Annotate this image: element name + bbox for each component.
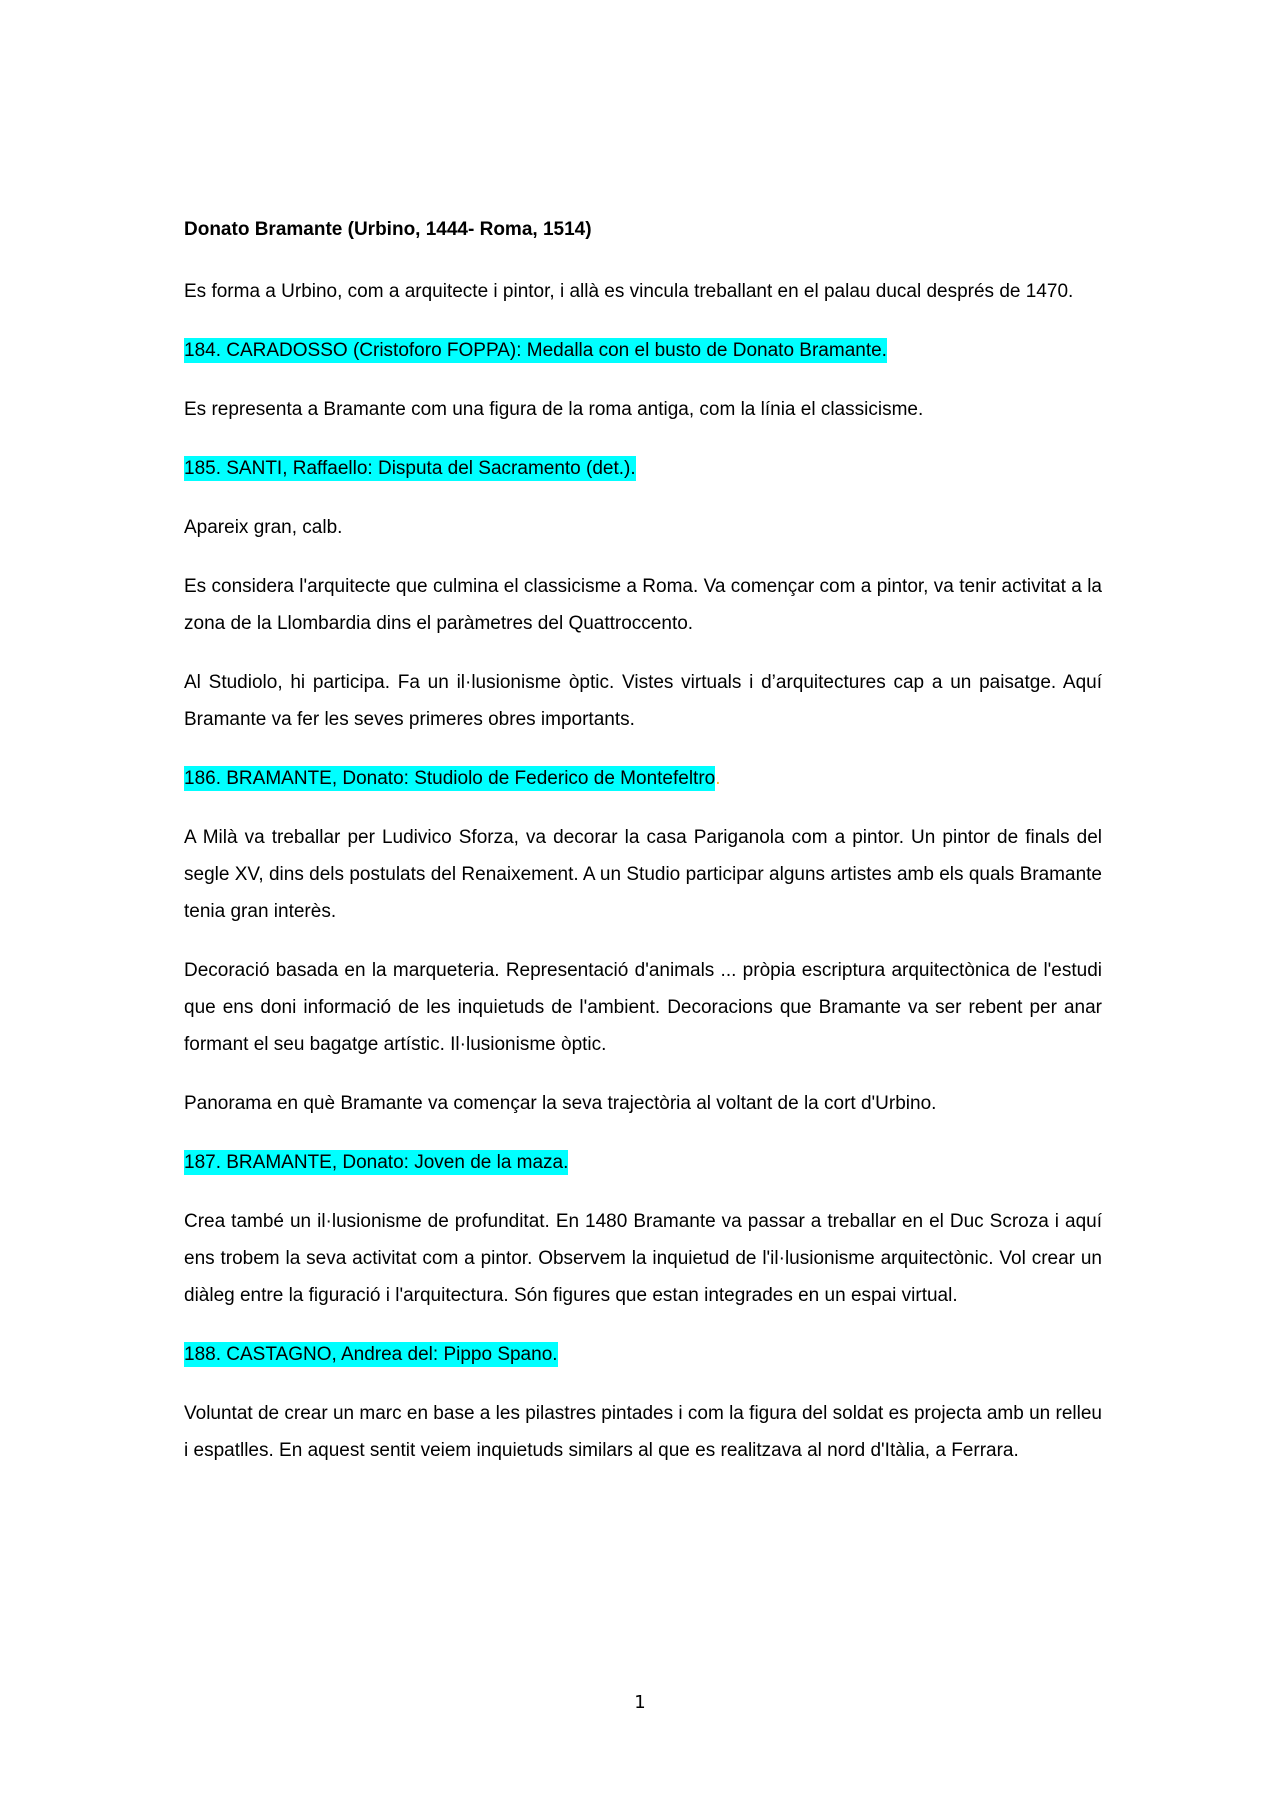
figure-caption-184 [184, 332, 1102, 369]
paragraph: Es representa a Bramante com una figura de la roma antiga, com la línia el classicisme. [184, 399, 924, 420]
paragraph: Es considera l'arquitecte que culmina el classicisme a Roma. Va començar com a pintor, va tenir activitat a la zona de la Llombardia dins el paràmetres del Quattroccento. [184, 576, 1102, 634]
figure-caption-188 [184, 1336, 1102, 1373]
caption-trailing-period: . [715, 768, 721, 789]
highlighted-caption-text: 188. CASTAGNO, Andrea del: Pippo Spano. [184, 1344, 558, 1365]
highlighted-caption-text: 185. SANTI, Raffaello: Disputa del Sacramento (det.). [184, 458, 636, 479]
paragraph: A Milà va treballar per Ludivico Sforza, va decorar la casa Pariganola com a pintor. Un pintor de finals del segle XV, dins dels postulats del Renaixement. A un Studio participar alguns artistes amb els quals Bramante tenia gran interès. [184, 827, 1102, 922]
document-body [184, 214, 1102, 1491]
paragraph: Panorama en què Bramante va començar la seva trajectòria al voltant de la cort d'Urbino. [184, 1093, 937, 1114]
highlighted-caption-text: 186. BRAMANTE, Donato: Studiolo de Federico de Montefeltro [184, 768, 716, 789]
highlighted-caption-text: 187. BRAMANTE, Donato: Joven de la maza. [184, 1152, 569, 1173]
paragraph: Apareix gran, calb. [184, 517, 343, 538]
paragraph: Es forma a Urbino, com a arquitecte i pintor, i allà es vincula treballant en el palau ducal després de 1470. [184, 281, 1074, 302]
highlighted-caption-text: 184. CARADOSSO (Cristoforo FOPPA): Medalla con el busto de Donato Bramante. [184, 340, 887, 361]
figure-caption-186 [184, 760, 1102, 797]
paragraph: Voluntat de crear un marc en base a les pilastres pintades i com la figura del soldat es projecta amb un relleu i espatlles. En aquest sentit veiem inquietuds similars al que es realitzava al nord d'Itàlia, a Ferrara. [184, 1403, 1102, 1461]
figure-caption-187 [184, 1144, 1102, 1181]
paragraph: Decoració basada en la marqueteria. Representació d'animals ... pròpia escriptura arquitectònica de l'estudi que ens doni informació de les inquietuds de l'ambient. Decoracions que Bramante va ser rebent per anar formant el seu bagatge artístic. Il·lusionisme òptic. [184, 960, 1102, 1055]
paragraph: Al Studiolo, hi participa. Fa un il·lusionisme òptic. Vistes virtuals i d’arquitectures cap a un paisatge. Aquí Bramante va fer les seves primeres obres importants. [184, 672, 1102, 730]
figure-caption-185 [184, 450, 1102, 487]
document-title: Donato Bramante (Urbino, 1444- Roma, 1514) [184, 219, 592, 240]
page-number: 1 [634, 1692, 646, 1713]
paragraph: Crea també un il·lusionisme de profunditat. En 1480 Bramante va passar a treballar en el Duc Scroza i aquí ens trobem la seva activitat com a pintor. Observem la inquietud de l'il·lusionisme arquitectònic. Vol crear un diàleg entre la figuració i l'arquitectura. Són figures que estan integrades en un espai virtual. [184, 1211, 1102, 1306]
